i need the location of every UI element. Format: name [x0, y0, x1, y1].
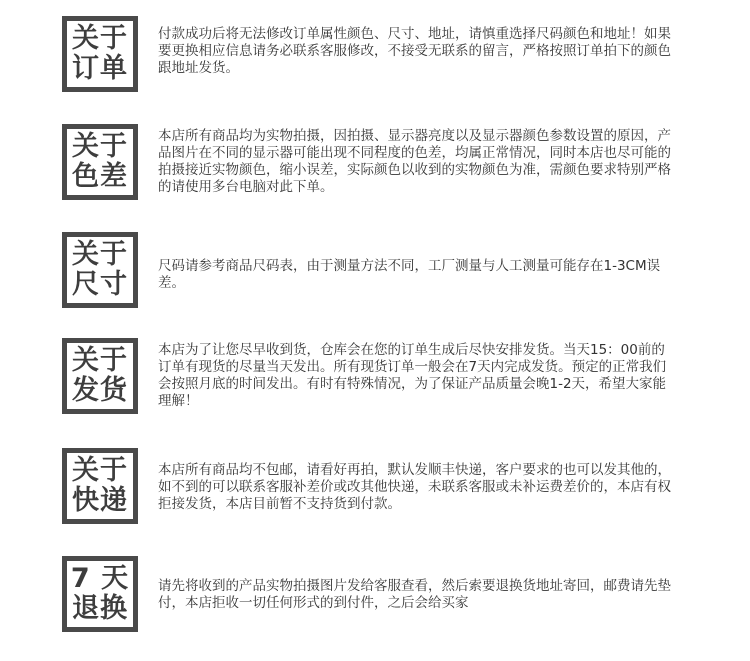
badge-line-2: 快递: [72, 485, 128, 516]
badge-line-1: 7 天: [70, 563, 130, 594]
badge-line-2: 发货: [72, 375, 128, 406]
section-size: [62, 232, 682, 312]
badge-line-1: 关于: [72, 239, 128, 270]
section-shipping: [62, 338, 682, 418]
badge-order: [62, 16, 138, 92]
section-text: 请先将收到的产品实物拍摄图片发给客服查看，然后索要退换货地址寄回，邮费请先垫付，本店拒收一切任何形式的到付件，之后会给买家: [158, 578, 671, 611]
badge-line-2: 退换: [72, 593, 128, 624]
badge-courier: [62, 448, 138, 524]
section-courier: [62, 448, 682, 528]
section-text: 本店所有商品均为实物拍摄，因拍摄、显示器亮度以及显示器颜色参数设置的原因，产品图片在不同的显示器可能出现不同程度的色差，均属正常情况，同时本店也尽可能的拍摄接近实物颜色，缩小误差，实际颜色以收到的实物颜色为准，需颜色要求特别严格的请使用多台电脑对此下单。: [158, 128, 671, 195]
badge-line-1: 关于: [72, 131, 128, 162]
section-text: 尺码请参考商品尺码表，由于测量方法不同，工厂测量与人工测量可能存在1-3CM误差。: [158, 258, 661, 291]
badge-color-difference: [62, 124, 138, 200]
section-7-day-return: [62, 556, 682, 636]
badge-line-2: 订单: [72, 53, 128, 84]
badge-line-1: 关于: [72, 23, 128, 54]
badge-line-2: 色差: [72, 161, 128, 192]
badge-size: [62, 232, 138, 308]
badge-line-1: 关于: [72, 345, 128, 376]
section-text: 本店为了让您尽早收到货，仓库会在您的订单生成后尽快安排发货。当天15：00前的订单有现货的尽量当天发出。所有现货订单一般会在7天内完成发货。预定的正常我们会按照月底的时间发出。有时有特殊情况，为了保证产品质量会晚1-2天，希望大家能理解！: [158, 342, 667, 409]
section-text: 付款成功后将无法修改订单属性颜色、尺寸、地址，请慎重选择尺码颜色和地址！如果要更换相应信息请务必联系客服修改，不接受无联系的留言，严格按照订单拍下的颜色跟地址发货。: [158, 26, 671, 76]
badge-line-2: 尺寸: [72, 269, 128, 300]
section-color-difference: [62, 124, 682, 204]
section-order: [62, 16, 682, 96]
badge-7-day-return: [62, 556, 138, 632]
badge-line-1: 关于: [72, 455, 128, 486]
badge-shipping: [62, 338, 138, 414]
section-text: 本店所有商品均不包邮，请看好再拍，默认发顺丰快递，客户要求的也可以发其他的，如不到的可以联系客服补差价或改其他快递，未联系客服或未补运费差价的，本店有权拒接发货，本店目前暂不支持货到付款。: [158, 462, 671, 512]
